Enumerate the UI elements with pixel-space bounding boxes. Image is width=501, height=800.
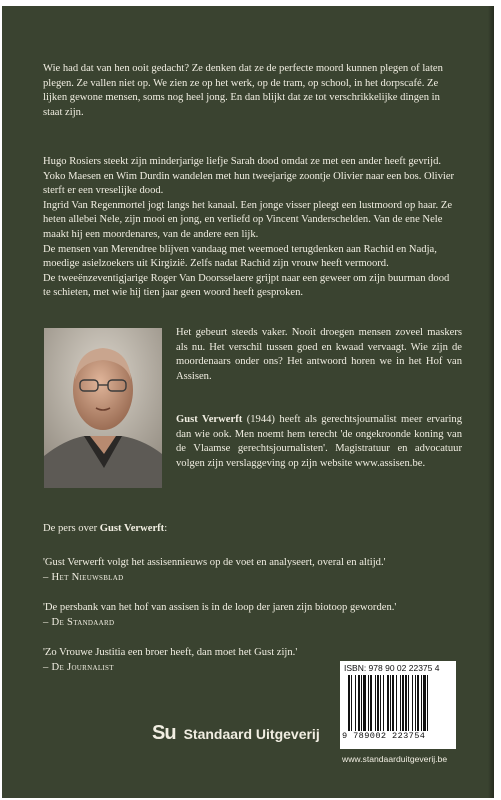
publisher-name: Standaard Uitgeverij: [183, 725, 320, 742]
cover-edge-shadow: [488, 6, 494, 798]
author-bio-text: (1944) heeft als gerechtsjournalist meer ervaring dan wie ook. Men noemt hem terecht 'de ongekroonde koning van de Vlaamse gerechtsjournalisten'. Magistratuur en advocatuur volgen zijn verslaggeving op zijn website www.assisen.be.: [176, 414, 462, 469]
press-quote-text: 'Zo Vrouwe Justitia een broer heeft, dan moet het Gust zijn.': [43, 647, 298, 658]
barcode-box: [340, 661, 456, 749]
story-rosiers: Hugo Rosiers steekt zijn minderjarige liefje Sarah dood omdat ze met een ander heeft gevrijd.: [43, 156, 442, 167]
barcode-bar: [387, 675, 389, 731]
barcode-bar: [390, 675, 391, 731]
author-portrait-image: [44, 328, 162, 488]
barcode-bar: [408, 675, 409, 731]
barcode-bar: [380, 675, 381, 731]
barcode-bar: [405, 675, 407, 731]
barcode-bar: [351, 675, 352, 731]
publisher-block: [152, 722, 320, 745]
press-heading: [43, 522, 343, 537]
intro-paragraph: Wie had dat van hen ooit gedacht? Ze denken dat ze de perfecte moord kunnen plegen of laten plegen. Ze vallen niet op. We zien ze op het werk, op de tram, op school, in het dorpscafé. Ze lijken gewone mensen, soms nog heel jong. En dan blijkt dat ze tot verschrikkelijke dingen in staat zijn.: [43, 63, 443, 118]
barcode-bar: [383, 675, 384, 731]
publisher-logo: Su: [152, 722, 176, 744]
questions-paragraph: Het gebeurt steeds vaker. Nooit droegen mensen zoveel maskers als nu. Het verschil tussen goed en kwaad vervaagt. Wie zijn de moordenaars onder ons? Het antwoord horen we in het Hof van Assisen.: [176, 327, 462, 382]
barcode-bar: [417, 675, 419, 731]
barcode-bar: [355, 675, 356, 731]
author-photo: [44, 328, 162, 488]
press-quote-text: 'De persbank van het hof van assisen is in de loop der jaren zijn biotoop geworden.': [43, 602, 397, 613]
press-quote-source: – Het Nieuwsblad: [43, 571, 124, 583]
barcode-icon: [346, 675, 450, 731]
press-heading-prefix: De pers over: [43, 523, 100, 534]
barcode-bar: [392, 675, 394, 731]
press-quote-source: – De Standaard: [43, 616, 115, 628]
barcode-bar: [396, 675, 397, 731]
author-bio: [176, 413, 462, 471]
story-van-regenmortel: Ingrid Van Regenmortel jogt langs het kanaal. Een jonge visser pleegt een lustmoord op haar. Ze heten allebei Nele, zijn mooi en jong, en verliefd op Vincent Vanderschelden. Van de ene Nele maakt hij een moordenares, van de andere een lijk.: [43, 199, 453, 240]
barcode-bar: [400, 675, 401, 731]
barcode-bar: [415, 675, 416, 731]
barcode-bar: [423, 675, 426, 731]
case-stories: [43, 155, 459, 301]
barcode-bar: [361, 675, 362, 731]
story-merendree: De mensen van Merendree blijven vandaag met weemoed terugdenken aan Rachid en Nadja, moedige asielzoekers uit Kirgizië. Zelfs nadat Rachid zijn vrouw heeft vermoord.: [43, 243, 437, 270]
barcode-bar: [370, 675, 372, 731]
isbn-label: ISBN: 978 90 02 22375 4: [344, 663, 440, 673]
barcode-bar: [363, 675, 366, 731]
barcode-bar: [348, 675, 350, 731]
barcode-bar: [412, 675, 413, 731]
barcode-bar: [421, 675, 422, 731]
author-name: Gust Verwerft: [176, 414, 243, 425]
press-heading-name: Gust Verwerft: [99, 523, 165, 534]
press-quote: [43, 556, 463, 585]
barcode-digits: 9 789002 223754: [342, 731, 426, 741]
barcode-bar: [358, 675, 360, 731]
barcode-bar: [375, 675, 376, 731]
press-heading-suffix: :: [164, 523, 168, 534]
barcode-bar: [402, 675, 404, 731]
barcode-bar: [377, 675, 379, 731]
barcode-bar: [427, 675, 428, 731]
press-quote: [43, 601, 463, 630]
barcode-bar: [368, 675, 369, 731]
publisher-website: www.standaarduitgeverij.be: [342, 754, 448, 764]
story-maesen-durdin: Yoko Maesen en Wim Durdin wandelen met hun tweejarige zoontje Olivier naar een bos. Olivier sterft er een vreselijke dood.: [43, 170, 455, 197]
press-quote-source: – De Journalist: [43, 661, 114, 673]
press-quote-text: 'Gust Verwerft volgt het assisennieuws op de voet en analyseert, overal en altijd.': [43, 557, 386, 568]
story-van-doorsselaere: De tweeënzeventigjarige Roger Van Doorsselaere grijpt naar een geweer om zijn buurman dood te schieten, met wie hij tien jaar geen woord heeft gesproken.: [43, 272, 450, 299]
